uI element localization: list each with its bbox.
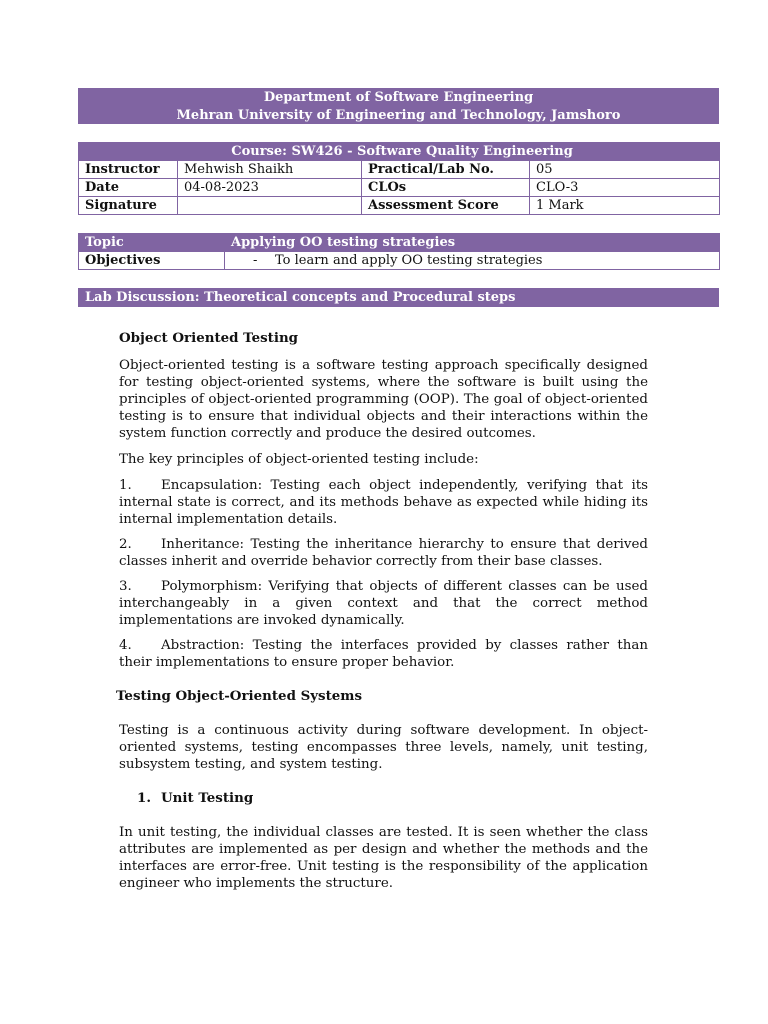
clos-value: CLO-3	[530, 179, 720, 197]
objectives-cell	[225, 252, 720, 270]
principle-number: 3.	[119, 579, 132, 594]
instructor-label: Instructor	[79, 161, 178, 179]
principle-item	[119, 477, 648, 528]
topic-table	[78, 233, 720, 270]
university-name: Mehran University of Engineering and Technology, Jamshoro	[176, 108, 621, 123]
objectives-bullet: -	[253, 252, 258, 268]
objectives-label: Objectives	[79, 252, 225, 270]
principle-number: 1.	[119, 478, 132, 493]
lab-no-label: Practical/Lab No.	[362, 161, 530, 179]
signature-label: Signature	[79, 197, 178, 215]
signature-value	[178, 197, 362, 215]
principle-text: Abstraction: Testing the interfaces provided by classes rather than their implementations to ensure proper behavior.	[119, 638, 648, 670]
principle-item	[119, 536, 648, 570]
clos-label: CLOs	[362, 179, 530, 197]
heading-unit-testing	[137, 790, 648, 807]
instructor-value: Mehwish Shaikh	[178, 161, 362, 179]
principle-item	[119, 578, 648, 629]
principle-text: Polymorphism: Verifying that objects of different classes can be used interchangeably in a given context and that the correct method implementations are invoked dynamically.	[119, 579, 648, 628]
principle-text: Encapsulation: Testing each object independently, verifying that its internal state is correct, and its methods behave as expected while hiding its internal implementation details.	[119, 478, 648, 527]
unit-testing-title: Unit Testing	[161, 790, 254, 806]
principle-item	[119, 637, 648, 671]
heading-object-oriented-testing: Object Oriented Testing	[119, 330, 299, 346]
date-label: Date	[79, 179, 178, 197]
paragraph-intro: Object-oriented testing is a software testing approach specifically designed for testing object-oriented systems, where the software is built using the principles of object-oriented programming (OOP). The goal of object-oriented testing is to ensure that individual objects and their interactions within the system function correctly and produce the desired outcomes.	[119, 358, 648, 441]
department-name: Department of Software Engineering	[263, 90, 534, 105]
objectives-value: To learn and apply OO testing strategies	[275, 252, 543, 268]
heading-testing-oo-systems: Testing Object-Oriented Systems	[116, 688, 362, 704]
course-title: Course: SW426 - Software Quality Engineering	[79, 143, 720, 161]
department-header	[78, 88, 719, 124]
principle-number: 2.	[119, 537, 132, 552]
principle-number: 4.	[119, 638, 132, 653]
lab-discussion-header: Lab Discussion: Theoretical concepts and Procedural steps	[78, 288, 719, 307]
lab-no-value: 05	[530, 161, 720, 179]
date-value: 04-08-2023	[178, 179, 362, 197]
assessment-score-value: 1 Mark	[530, 197, 720, 215]
paragraph-key-principles: The key principles of object-oriented testing include:	[119, 452, 479, 467]
topic-value: Applying OO testing strategies	[225, 234, 720, 252]
assessment-score-label: Assessment Score	[362, 197, 530, 215]
lab-content	[116, 330, 648, 892]
topic-label: Topic	[79, 234, 225, 252]
paragraph-testing-levels: Testing is a continuous activity during software development. In object-oriented systems, testing encompasses three levels, namely, unit testing, subsystem testing, and system testing.	[119, 723, 648, 772]
course-info-table	[78, 142, 720, 215]
unit-testing-number: 1.	[137, 790, 151, 806]
paragraph-unit-testing: In unit testing, the individual classes are tested. It is seen whether the class attributes are implemented as per design and whether the methods and the interfaces are error-free. Unit testing is the responsibility of the application engineer who implements the structure.	[119, 825, 648, 891]
principle-text: Inheritance: Testing the inheritance hierarchy to ensure that derived classes inherit and override behavior correctly from their base classes.	[119, 537, 648, 569]
